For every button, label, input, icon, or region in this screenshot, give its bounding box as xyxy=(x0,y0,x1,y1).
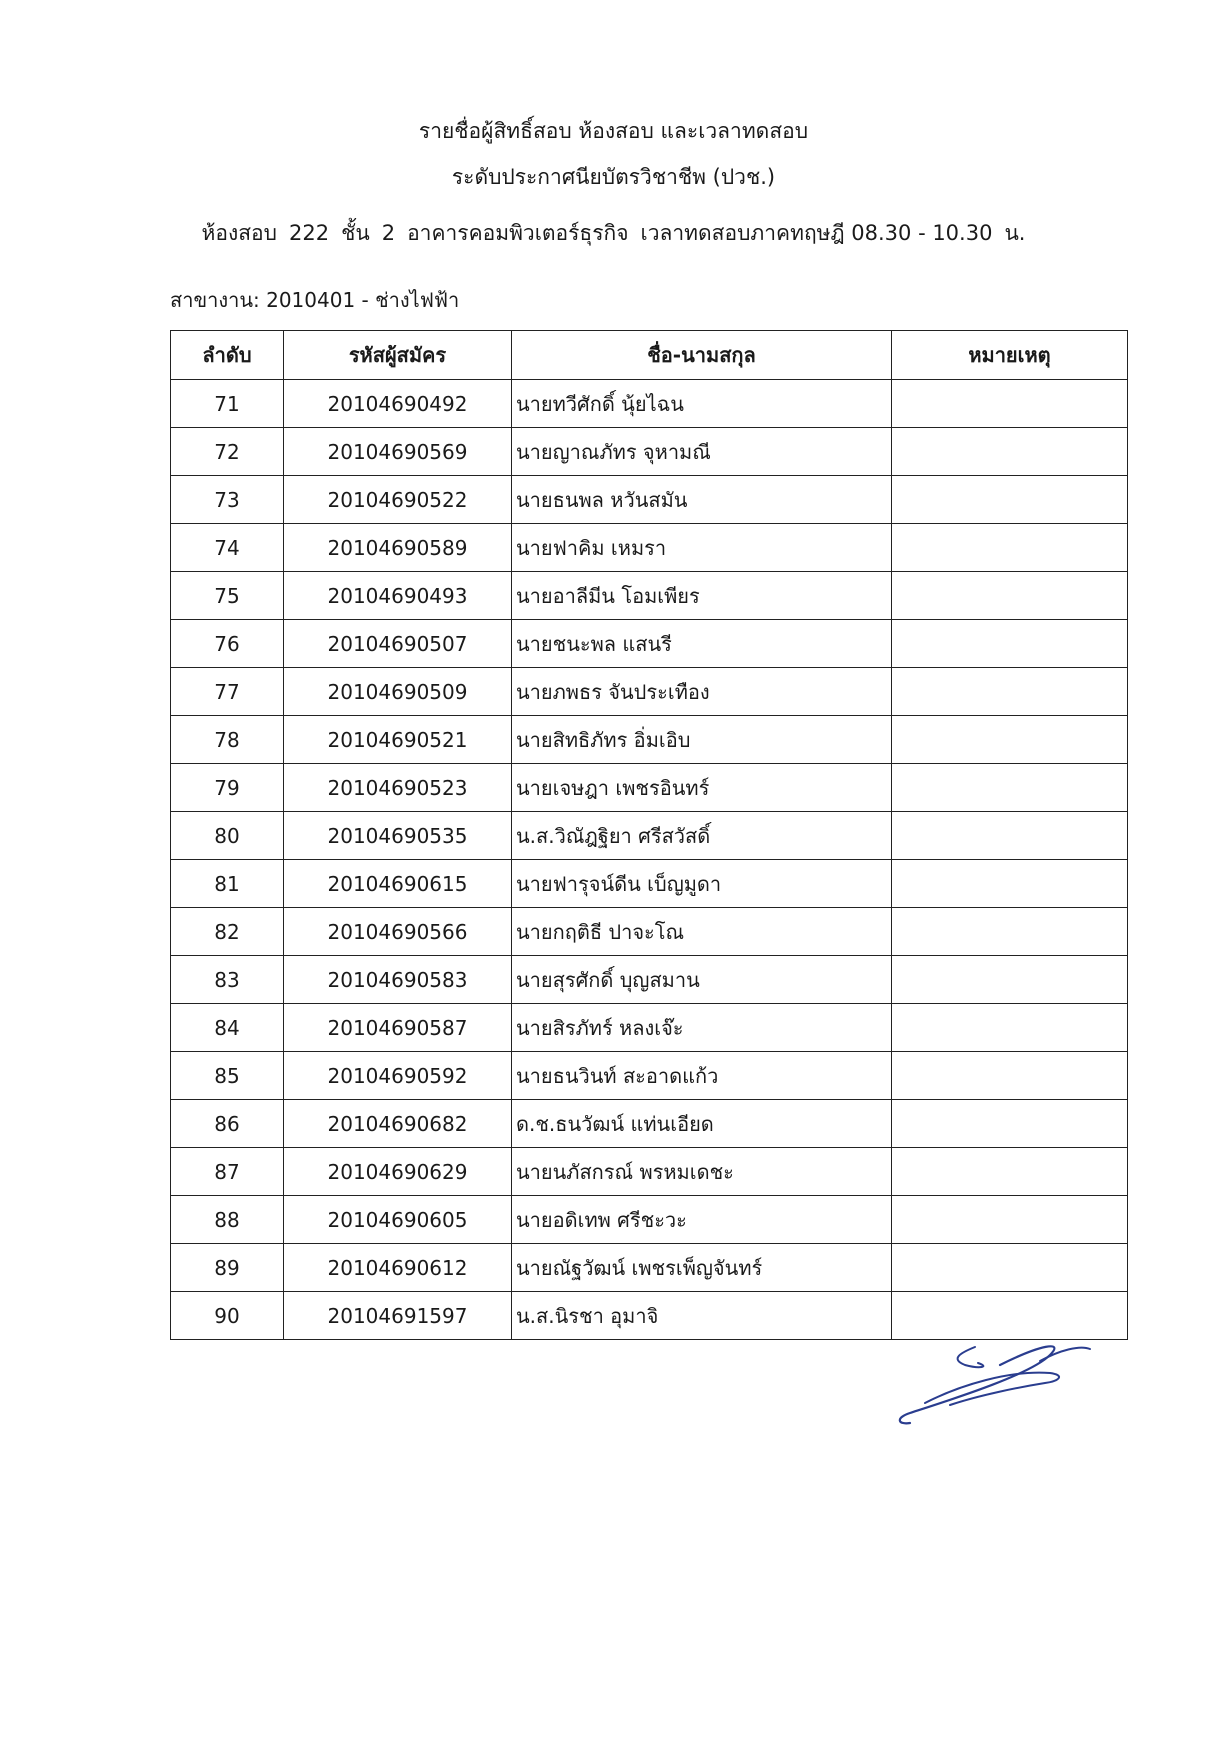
full-name-cell: นายณัฐวัฒน์ เพชรเพ็ญจันทร์ xyxy=(512,1244,892,1292)
exam-room-line xyxy=(0,218,1227,248)
remarks-cell xyxy=(892,428,1128,476)
order-cell: 80 xyxy=(171,812,284,860)
remarks-cell xyxy=(892,764,1128,812)
applicant-id-cell: 20104690615 xyxy=(284,860,512,908)
order-cell: 87 xyxy=(171,1148,284,1196)
certificate-level: ระดับประกาศนียบัตรวิชาชีพ (ปวช.) xyxy=(451,165,776,189)
remarks-cell xyxy=(892,860,1128,908)
candidate-table xyxy=(170,330,1128,1340)
order-cell: 78 xyxy=(171,716,284,764)
table-row xyxy=(171,908,1128,956)
time-unit: น. xyxy=(1004,221,1026,245)
column-header-applicant-id: รหัสผู้สมัคร xyxy=(284,331,512,380)
room-number: 222 xyxy=(288,221,330,245)
remarks-cell xyxy=(892,1196,1128,1244)
full-name-cell: นายฟาคิม เหมรา xyxy=(512,524,892,572)
applicant-id-cell: 20104690507 xyxy=(284,620,512,668)
applicant-id-cell: 20104690522 xyxy=(284,476,512,524)
applicant-id-cell: 20104690605 xyxy=(284,1196,512,1244)
table-row xyxy=(171,956,1128,1004)
column-header-remarks: หมายเหตุ xyxy=(892,331,1128,380)
full-name-cell: นายเจษฎา เพชรอินทร์ xyxy=(512,764,892,812)
order-cell: 86 xyxy=(171,1100,284,1148)
applicant-id-cell: 20104690612 xyxy=(284,1244,512,1292)
table-row xyxy=(171,524,1128,572)
table-row xyxy=(171,1244,1128,1292)
remarks-cell xyxy=(892,1004,1128,1052)
applicant-id-cell: 20104690492 xyxy=(284,380,512,428)
applicant-id-cell: 20104690523 xyxy=(284,764,512,812)
building-name: อาคารคอมพิวเตอร์ธุรกิจ xyxy=(407,221,629,245)
table-row xyxy=(171,1004,1128,1052)
remarks-cell xyxy=(892,668,1128,716)
table-row xyxy=(171,812,1128,860)
order-cell: 81 xyxy=(171,860,284,908)
remarks-cell xyxy=(892,620,1128,668)
applicant-id-cell: 20104690629 xyxy=(284,1148,512,1196)
order-cell: 72 xyxy=(171,428,284,476)
applicant-id-cell: 20104691597 xyxy=(284,1292,512,1340)
full-name-cell: นายสิทธิภัทร อิ่มเอิบ xyxy=(512,716,892,764)
applicant-id-cell: 20104690509 xyxy=(284,668,512,716)
remarks-cell xyxy=(892,812,1128,860)
document-title: รายชื่อผู้สิทธิ์สอบ ห้องสอบ และเวลาทดสอบ xyxy=(418,119,809,143)
order-cell: 73 xyxy=(171,476,284,524)
table-row xyxy=(171,860,1128,908)
table-row xyxy=(171,620,1128,668)
order-cell: 74 xyxy=(171,524,284,572)
applicant-id-cell: 20104690682 xyxy=(284,1100,512,1148)
full-name-cell: นายภพธร จันประเทือง xyxy=(512,668,892,716)
order-cell: 85 xyxy=(171,1052,284,1100)
full-name-cell: นายทวีศักดิ์ นุ้ยไฉน xyxy=(512,380,892,428)
table-row xyxy=(171,428,1128,476)
table-header-row xyxy=(171,331,1128,380)
order-cell: 77 xyxy=(171,668,284,716)
remarks-cell xyxy=(892,1244,1128,1292)
full-name-cell: ด.ช.ธนวัฒน์ แท่นเอียด xyxy=(512,1100,892,1148)
full-name-cell: นายชนะพล แสนรี xyxy=(512,620,892,668)
order-cell: 76 xyxy=(171,620,284,668)
floor-label: ชั้น xyxy=(341,221,370,245)
applicant-id-cell: 20104690583 xyxy=(284,956,512,1004)
order-cell: 75 xyxy=(171,572,284,620)
remarks-cell xyxy=(892,476,1128,524)
table-row xyxy=(171,1148,1128,1196)
table-row xyxy=(171,1196,1128,1244)
table-row xyxy=(171,476,1128,524)
full-name-cell: นายธนพล หวันสมัน xyxy=(512,476,892,524)
full-name-cell: นายสุรศักดิ์ บุญสมาน xyxy=(512,956,892,1004)
table-row xyxy=(171,1052,1128,1100)
full-name-cell: นายอาลีมีน โอมเพียร xyxy=(512,572,892,620)
table-body xyxy=(171,380,1128,1340)
table-row xyxy=(171,668,1128,716)
order-cell: 90 xyxy=(171,1292,284,1340)
applicant-id-cell: 20104690535 xyxy=(284,812,512,860)
order-cell: 79 xyxy=(171,764,284,812)
applicant-id-cell: 20104690521 xyxy=(284,716,512,764)
remarks-cell xyxy=(892,1052,1128,1100)
signature xyxy=(890,1325,1100,1435)
full-name-cell: นายนภัสกรณ์ พรหมเดชะ xyxy=(512,1148,892,1196)
remarks-cell xyxy=(892,956,1128,1004)
full-name-cell: นายธนวินท์ สะอาดแก้ว xyxy=(512,1052,892,1100)
column-header-full-name: ชื่อ-นามสกุล xyxy=(512,331,892,380)
applicant-id-cell: 20104690493 xyxy=(284,572,512,620)
full-name-cell: นายสิรภัทร์ หลงเจ๊ะ xyxy=(512,1004,892,1052)
full-name-cell: นายญาณภัทร จุหามณี xyxy=(512,428,892,476)
room-label: ห้องสอบ xyxy=(201,221,277,245)
remarks-cell xyxy=(892,380,1128,428)
branch-label: สาขางาน: 2010401 - ช่างไฟฟ้า xyxy=(170,288,460,312)
full-name-cell: นายกฤติธี ปาจะโณ xyxy=(512,908,892,956)
column-header-order: ลำดับ xyxy=(171,331,284,380)
table-row xyxy=(171,764,1128,812)
full-name-cell: นายฟารุจน์ดีน เบ็ญมูดา xyxy=(512,860,892,908)
applicant-id-cell: 20104690587 xyxy=(284,1004,512,1052)
remarks-cell xyxy=(892,572,1128,620)
remarks-cell xyxy=(892,524,1128,572)
order-cell: 89 xyxy=(171,1244,284,1292)
applicant-id-cell: 20104690569 xyxy=(284,428,512,476)
full-name-cell: น.ส.นิรชา อุมาจิ xyxy=(512,1292,892,1340)
applicant-id-cell: 20104690566 xyxy=(284,908,512,956)
full-name-cell: นายอดิเทพ ศรีชะวะ xyxy=(512,1196,892,1244)
floor-number: 2 xyxy=(381,221,396,245)
table-row xyxy=(171,716,1128,764)
full-name-cell: น.ส.วิณัฎฐิยา ศรีสวัสดิ์ xyxy=(512,812,892,860)
table-row xyxy=(171,380,1128,428)
remarks-cell xyxy=(892,1100,1128,1148)
order-cell: 84 xyxy=(171,1004,284,1052)
remarks-cell xyxy=(892,716,1128,764)
remarks-cell xyxy=(892,1148,1128,1196)
remarks-cell xyxy=(892,908,1128,956)
table-row xyxy=(171,1100,1128,1148)
applicant-id-cell: 20104690592 xyxy=(284,1052,512,1100)
exam-time: เวลาทดสอบภาคทฤษฎี 08.30 - 10.30 xyxy=(640,221,993,245)
table-row xyxy=(171,572,1128,620)
applicant-id-cell: 20104690589 xyxy=(284,524,512,572)
order-cell: 71 xyxy=(171,380,284,428)
order-cell: 82 xyxy=(171,908,284,956)
order-cell: 88 xyxy=(171,1196,284,1244)
order-cell: 83 xyxy=(171,956,284,1004)
